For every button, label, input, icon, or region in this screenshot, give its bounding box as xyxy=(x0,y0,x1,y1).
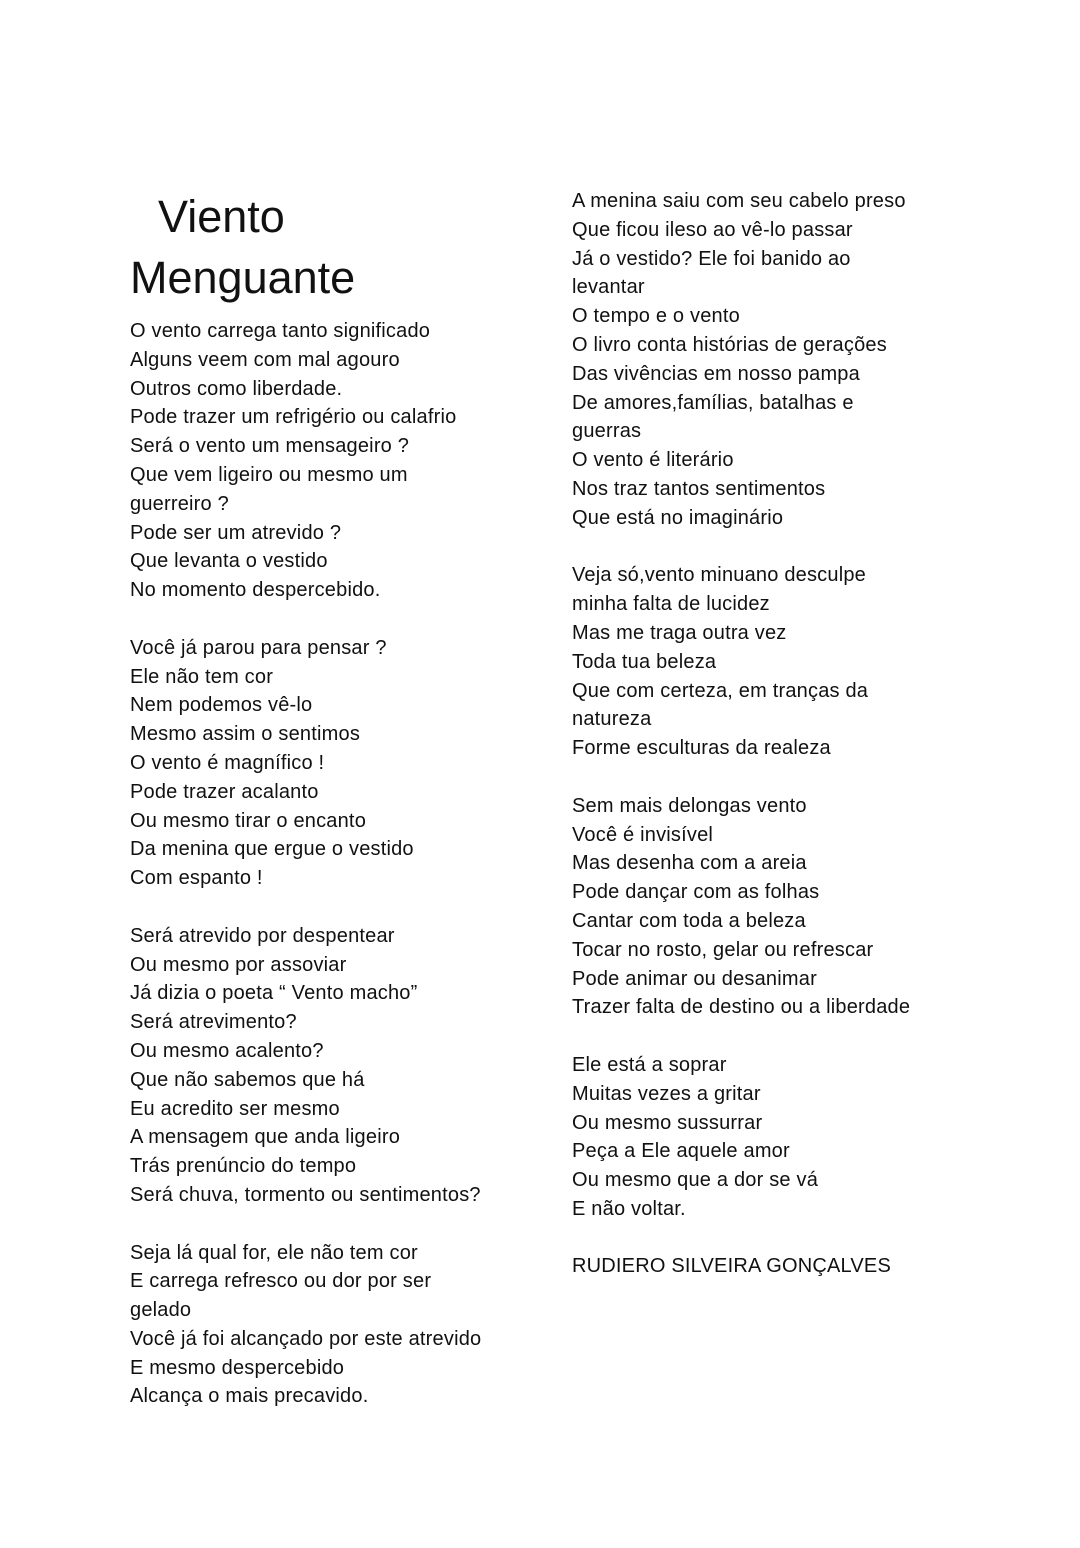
verse-line: Mas me traga outra vez xyxy=(572,621,787,644)
verse-line: Ele não tem cor xyxy=(130,665,274,688)
verse-line: Das vivências em nosso pampa xyxy=(572,362,860,385)
title-line-1: Viento xyxy=(158,191,285,242)
verse-line: Muitas vezes a gritar xyxy=(572,1082,761,1105)
verse-line: Será atrevimento? xyxy=(130,1011,297,1034)
verse-line: Será atrevido por despentear xyxy=(130,924,395,947)
verse-line: Sem mais delongas vento xyxy=(572,794,807,817)
verse-line: O vento é magnífico ! xyxy=(130,751,325,774)
verse-line: O tempo e o vento xyxy=(572,305,740,328)
verse-line: natureza xyxy=(572,708,652,731)
verse-line: Tocar no rosto, gelar ou refrescar xyxy=(572,938,874,961)
verse-line: Que levanta o vestido xyxy=(130,550,328,573)
verse-line: Ou mesmo que a dor se vá xyxy=(572,1169,819,1192)
verse-line: Que ficou ileso ao vê-lo passar xyxy=(572,218,853,241)
verse-line: Você já parou para pensar ? xyxy=(130,636,387,659)
verse-line: A menina saiu com seu cabelo preso xyxy=(572,190,906,212)
verse-line: A mensagem que anda ligeiro xyxy=(130,1126,401,1149)
verse-line: Forme esculturas da realeza xyxy=(572,737,831,760)
verse-line: Nos traz tantos sentimentos xyxy=(572,477,826,500)
verse-line: Ou mesmo acalento? xyxy=(130,1039,324,1062)
verse-line: Que não sabemos que há xyxy=(130,1068,365,1091)
verse-line: Pode animar ou desanimar xyxy=(572,967,817,990)
verse-line: Você já foi alcançado por este atrevido xyxy=(130,1327,482,1350)
verse-line: Cantar com toda a beleza xyxy=(572,909,806,932)
verse-line: O vento carrega tanto significado xyxy=(130,320,431,342)
verse-line: Ou mesmo tirar o encanto xyxy=(130,809,367,832)
verse-line: Será chuva, tormento ou sentimentos? xyxy=(130,1183,481,1206)
stanza xyxy=(572,792,992,1022)
verse-line: Da menina que ergue o vestido xyxy=(130,838,414,861)
verse-line: Mesmo assim o sentimos xyxy=(130,723,361,746)
stanza xyxy=(572,561,992,763)
verse-line: Mas desenha com a areia xyxy=(572,852,807,875)
author-name: RUDIERO SILVEIRA GONÇALVES xyxy=(572,1255,891,1278)
verse-line: guerras xyxy=(572,420,642,443)
verse-line: E mesmo despercebido xyxy=(130,1356,345,1379)
verse-line: Pode dançar com as folhas xyxy=(572,881,820,904)
verse-line: Já o vestido? Ele foi banido ao xyxy=(572,247,851,270)
verse-line: Alguns veem com mal agouro xyxy=(130,348,400,371)
verse-line: Já dizia o poeta “ Vento macho” xyxy=(130,982,418,1005)
verse-line: Peça a Ele aquele amor xyxy=(572,1140,790,1163)
verse-line: Pode trazer um refrigério ou calafrio xyxy=(130,406,457,429)
stanza xyxy=(572,1051,992,1224)
verse-line: Que com certeza, em tranças da xyxy=(572,679,869,702)
verse-line: Ou mesmo sussurrar xyxy=(572,1111,763,1134)
title-line-2: Menguante xyxy=(130,252,356,303)
stanza xyxy=(130,634,550,893)
verse-line: Pode ser um atrevido ? xyxy=(130,521,342,544)
verse-line: Ele está a soprar xyxy=(572,1053,727,1076)
verse-line: E não voltar. xyxy=(572,1197,686,1220)
verse-line: Outros como liberdade. xyxy=(130,377,343,400)
verse-line: levantar xyxy=(572,276,645,299)
verse-line: Será o vento um mensageiro ? xyxy=(130,435,410,458)
verse-line: Que está no imaginário xyxy=(572,506,784,529)
verse-line: Trazer falta de destino ou a liberdade xyxy=(572,996,911,1019)
verse-line: O livro conta histórias de gerações xyxy=(572,333,887,356)
verse-line: Que vem ligeiro ou mesmo um xyxy=(130,463,408,486)
verse-line: Toda tua beleza xyxy=(572,650,717,673)
verse-line: Pode trazer acalanto xyxy=(130,780,319,803)
verse-line: No momento despercebido. xyxy=(130,579,381,602)
verse-line: Nem podemos vê-lo xyxy=(130,694,313,717)
stanza xyxy=(130,1239,550,1412)
verse-line: Eu acredito ser mesmo xyxy=(130,1097,340,1120)
right-column xyxy=(572,187,992,1281)
stanza xyxy=(130,317,550,605)
verse-line: Trás prenúncio do tempo xyxy=(130,1155,357,1178)
verse-line: Veja só,vento minuano desculpe xyxy=(572,564,866,587)
verse-line: Com espanto ! xyxy=(130,867,263,890)
verse-line: Você é invisível xyxy=(572,823,714,846)
stanza xyxy=(130,922,550,1210)
verse-line: Ou mesmo por assoviar xyxy=(130,953,347,976)
poem-title xyxy=(130,186,550,308)
verse-line: Seja lá qual for, ele não tem cor xyxy=(130,1241,418,1264)
verse-line: minha falta de lucidez xyxy=(572,593,770,616)
stanza xyxy=(572,187,992,533)
left-column xyxy=(130,317,550,1440)
verse-line: guerreiro ? xyxy=(130,492,229,515)
verse-line: gelado xyxy=(130,1299,192,1322)
verse-line: E carrega refresco ou dor por ser xyxy=(130,1270,432,1293)
verse-line: O vento é literário xyxy=(572,449,734,472)
verse-line: De amores,famílias, batalhas e xyxy=(572,391,854,414)
verse-line: Alcança o mais precavido. xyxy=(130,1385,369,1408)
